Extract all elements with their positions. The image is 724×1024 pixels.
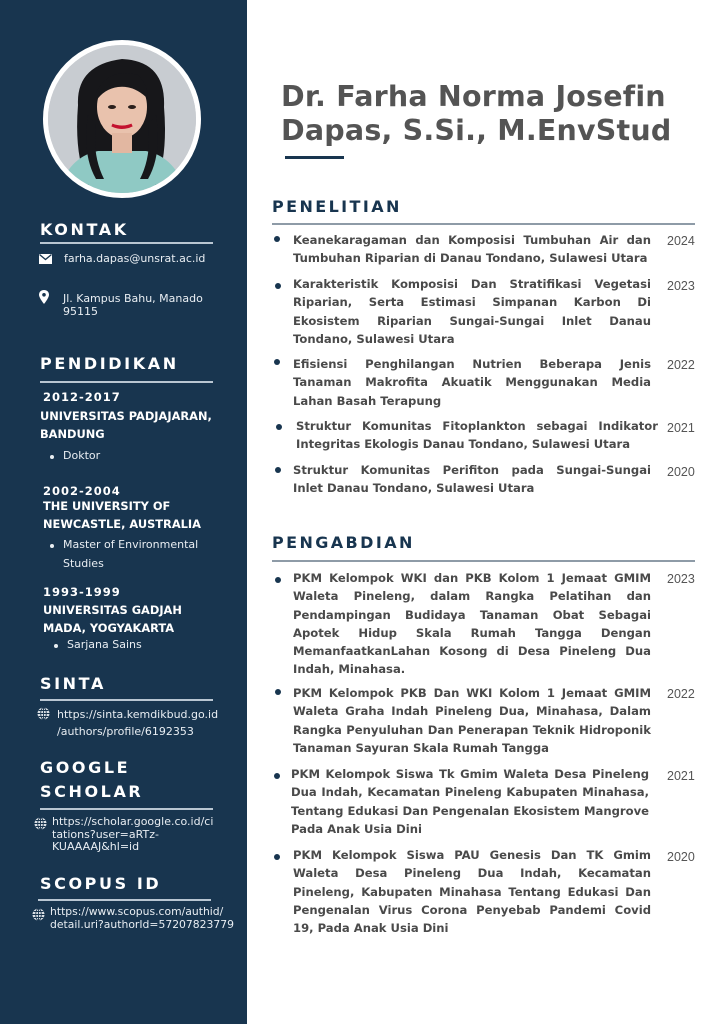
research-title: Karakteristik Komposisi Dan Stratifikasi Vegetasi Riparian, Serta Estimasi Simpanan Karbon Di Ekosistem Riparian Sungai-Sungai Inlet Danau Tondano, Sulawesi Utara (293, 277, 651, 346)
scholar-url-line2: tations?user=aRTz- (52, 827, 159, 841)
education-degree-cont: Studies (63, 557, 104, 570)
scholar-link[interactable] (52, 816, 213, 854)
scopus-heading: SCOPUS ID (40, 874, 162, 893)
address-line2: 95115 (63, 305, 98, 318)
globe-icon (37, 707, 50, 720)
globe-icon (32, 908, 45, 921)
sinta-url-line1: https://sinta.kemdikbud.go.id (57, 708, 219, 721)
research-year: 2021 (667, 421, 695, 435)
research-title: Struktur Komunitas Perifiton pada Sungai-Sungai Inlet Danau Tondano, Sulawesi Utara (293, 463, 651, 496)
pendidikan-divider (40, 381, 213, 383)
globe-icon (34, 817, 47, 830)
bullet-icon (274, 773, 280, 779)
education-school: MADA, YOGYAKARTA (43, 621, 175, 635)
research-year: 2020 (667, 465, 695, 479)
sinta-heading: SINTA (40, 674, 106, 693)
service-year: 2023 (667, 572, 695, 586)
pengabdian-divider (272, 560, 695, 562)
bullet-icon (275, 467, 281, 473)
education-school: BANDUNG (40, 427, 105, 441)
scopus-link[interactable] (50, 906, 234, 931)
education-school: NEWCASTLE, AUSTRALIA (43, 517, 201, 531)
email-link[interactable]: farha.dapas@unsrat.ac.id (64, 252, 206, 265)
service-title: PKM Kelompok Siswa Tk Gmim Waleta Desa Pineleng Dua Indah, Kecamatan Pineleng Kabupaten Minahasa, Tentang Edukasi Dan Pengenalan Ekosistem Mangrove Pada Anak Usia Dini (291, 767, 649, 836)
education-years: 2012-2017 (43, 390, 121, 404)
scopus-url-line2: detail.uri?authorId=57207823779 (50, 917, 235, 931)
bullet-icon (275, 283, 281, 289)
education-degree: Master of Environmental (63, 536, 198, 554)
research-title: Efisiensi Penghilangan Nutrien Beberapa Jenis Tanaman Makrofita Akuatik Menggunakan Media Lahan Basah Terapung (293, 357, 651, 408)
bullet-icon (276, 424, 282, 430)
scholar-url-line1: https://scholar.google.co.id/ci (52, 815, 214, 828)
address-line1: Jl. Kampus Bahu, Manado (63, 292, 203, 305)
service-year: 2021 (667, 769, 695, 783)
service-year: 2022 (667, 687, 695, 701)
name-underline (285, 156, 344, 159)
bullet-icon (275, 577, 281, 583)
profile-photo (43, 40, 201, 198)
scholar-heading: GOOGLE (40, 758, 131, 777)
education-school: UNIVERSITAS PADJAJARAN, (40, 409, 212, 423)
scholar-heading-line2: SCHOLAR (40, 782, 144, 801)
envelope-icon (39, 254, 52, 264)
service-title: PKM Kelompok WKI dan PKB Kolom 1 Jemaat GMIM Waleta Pineleng, dalam Rangka Pelatihan dan Pendampingan Budidaya Tanaman Obat Sebagai Apotek Hidup Skala Rumah Tangga Dengan MemanfaatkanLahan Kosong di Desa Pineleng Dua Indah, Minahasa. (293, 571, 651, 677)
map-pin-icon (39, 290, 49, 304)
education-years: 2002-2004 (43, 484, 121, 498)
education-degree: Doktor (63, 447, 100, 465)
pendidikan-heading: PENDIDIKAN (40, 354, 179, 373)
bullet-icon (274, 854, 280, 860)
education-school: THE UNIVERSITY OF (43, 499, 171, 513)
scopus-divider (38, 899, 211, 901)
service-title: PKM Kelompok Siswa PAU Genesis Dan TK Gmim Waleta Desa Pineleng Dua Indah, Kecamatan Pineleng, Kabupaten Minahasa Tentang Edukasi Dan Pengenalan Virus Corona Penyebab Pandemi Covid 19, Pada Anak Usia Dini (293, 848, 651, 936)
kontak-heading: KONTAK (40, 220, 129, 239)
sidebar (0, 0, 247, 1024)
service-title: PKM Kelompok PKB Dan WKI Kolom 1 Jemaat GMIM Waleta Graha Indah Pineleng Dua, Minahasa, Dalam Rangka Penyuluhan Dan Penerapan Teknik Hidroponik Tanaman Sayuran Skala Rumah Tangga (293, 686, 651, 755)
penelitian-divider (272, 223, 695, 225)
education-degree: Sarjana Sains (67, 636, 142, 654)
sinta-link[interactable] (57, 706, 218, 740)
sinta-url-line2: /authors/profile/6192353 (57, 725, 194, 738)
education-school: UNIVERSITAS GADJAH (43, 603, 182, 617)
scholar-divider (40, 808, 213, 810)
profile-name: Dr. Farha Norma Josefin Dapas, S.Si., M.EnvStud (281, 80, 672, 147)
education-years: 1993-1999 (43, 585, 121, 599)
research-year: 2023 (667, 279, 695, 293)
bullet-icon (274, 359, 280, 365)
research-year: 2024 (667, 234, 695, 248)
portrait-illustration (48, 45, 196, 193)
bullet-icon (275, 689, 281, 695)
kontak-divider (40, 242, 213, 244)
penelitian-heading: PENELITIAN (272, 197, 402, 216)
scholar-url-line3: KUAAAAJ&hl=id (52, 840, 140, 853)
bullet-icon (274, 236, 280, 242)
research-title: Keanekaragaman dan Komposisi Tumbuhan Air dan Tumbuhan Riparian di Danau Tondano, Sulawesi Utara (293, 233, 651, 266)
research-year: 2022 (667, 358, 695, 372)
research-title: Struktur Komunitas Fitoplankton sebagai Indikator Integritas Ekologis Danau Tondano, Sulawesi Utara (296, 419, 658, 452)
pengabdian-heading: PENGABDIAN (272, 533, 415, 552)
service-year: 2020 (667, 850, 695, 864)
scopus-url-line1: https://www.scopus.com/authid/ (50, 905, 224, 918)
sinta-divider (40, 699, 213, 701)
